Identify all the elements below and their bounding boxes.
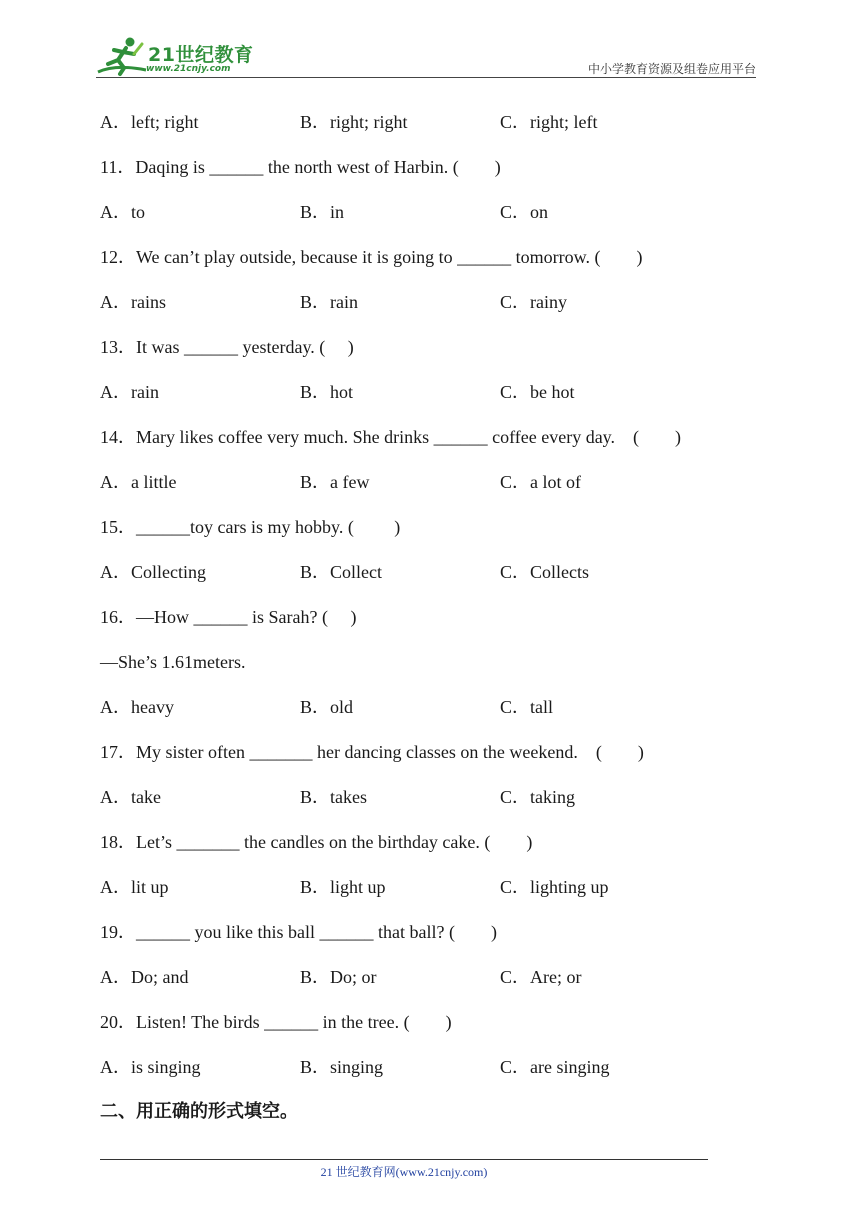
option-a: A．to	[100, 202, 145, 222]
section-title: 二、用正确的形式填空。	[100, 1101, 298, 1122]
answer-options	[100, 873, 760, 918]
answer-options	[100, 693, 760, 738]
option-c: C．be hot	[500, 382, 575, 402]
platform-name: 中小学教育资源及组卷应用平台	[587, 62, 756, 76]
answer-options	[100, 468, 760, 513]
option-c: C．tall	[500, 697, 553, 717]
question-text: 17．My sister often _______ her dancing classes on the weekend. ( )	[100, 742, 644, 762]
header-divider	[96, 77, 756, 78]
option-b: B．a few	[300, 472, 370, 492]
option-c: C．are singing	[500, 1057, 610, 1077]
option-b: B．takes	[300, 787, 367, 807]
option-b: B．light up	[300, 877, 386, 897]
logo-url: www.21cnjy.com	[146, 64, 231, 74]
page-footer: 21 世纪教育网(www.21cnjy.com)	[320, 1165, 488, 1179]
option-a: A．heavy	[100, 697, 174, 717]
question-text: 13．It was ______ yesterday. ( )	[100, 337, 354, 357]
option-a: A．left; right	[100, 112, 199, 132]
option-c: C．a lot of	[500, 472, 581, 492]
question-text: 15．______toy cars is my hobby. ( )	[100, 517, 401, 537]
option-c: C．Are; or	[500, 967, 582, 987]
answer-options	[100, 108, 760, 153]
page-header	[96, 30, 756, 78]
option-c: C．rainy	[500, 292, 567, 312]
option-a: A．lit up	[100, 877, 169, 897]
option-a: A．rain	[100, 382, 159, 402]
option-b: B．right; right	[300, 112, 408, 132]
question-text: 11．Daqing is ______ the north west of Harbin. ( )	[100, 157, 501, 177]
option-b: B．hot	[300, 382, 354, 402]
question-text: 14．Mary likes coffee very much. She drinks ______ coffee every day. ( )	[100, 427, 682, 447]
option-b: B．rain	[300, 292, 358, 312]
option-c: C．taking	[500, 787, 575, 807]
question-list	[100, 108, 760, 1138]
answer-options	[100, 783, 760, 828]
option-c: C．lighting up	[500, 877, 609, 897]
answer-options	[100, 558, 760, 603]
option-b: B．Do; or	[300, 967, 377, 987]
option-a: A．Do; and	[100, 967, 189, 987]
footer-divider	[100, 1159, 708, 1160]
option-c: C．Collects	[500, 562, 589, 582]
question-text: —She’s 1.61meters.	[100, 652, 246, 672]
question-text: 19．______ you like this ball ______ that ball? ( )	[100, 922, 497, 942]
option-b: B．in	[300, 202, 345, 222]
answer-options	[100, 198, 760, 243]
runner-logo-icon	[96, 34, 150, 78]
answer-options	[100, 288, 760, 333]
logo-text: 21世纪教育	[148, 44, 254, 66]
option-b: B．Collect	[300, 562, 382, 582]
answer-options	[100, 378, 760, 423]
option-b: B．old	[300, 697, 354, 717]
option-a: A．take	[100, 787, 161, 807]
question-text: 20．Listen! The birds ______ in the tree. ( )	[100, 1012, 452, 1032]
question-text: 12．We can’t play outside, because it is going to ______ tomorrow. ( )	[100, 247, 643, 267]
question-text: 16．—How ______ is Sarah? ( )	[100, 607, 357, 627]
option-c: C．on	[500, 202, 549, 222]
answer-options	[100, 1053, 760, 1098]
answer-options	[100, 963, 760, 1008]
option-a: A．a little	[100, 472, 177, 492]
option-a: A．is singing	[100, 1057, 201, 1077]
option-a: A．Collecting	[100, 562, 206, 582]
option-b: B．singing	[300, 1057, 384, 1077]
option-c: C．right; left	[500, 112, 598, 132]
option-a: A．rains	[100, 292, 166, 312]
question-text: 18．Let’s _______ the candles on the birthday cake. ( )	[100, 832, 533, 852]
site-logo	[96, 34, 266, 78]
